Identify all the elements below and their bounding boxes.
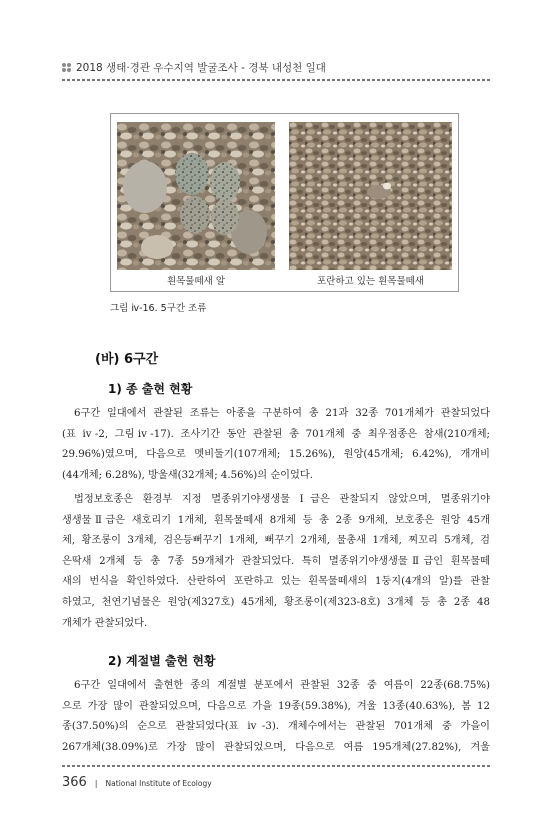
page-number: 366: [62, 775, 87, 790]
text-line: (표 ⅳ-2, 그림ⅳ-17). 조사기간 동안 관찰된 총 701개체 중 최우점종은 참새(210개체;: [62, 428, 490, 440]
left-photo-caption: 흰목물떼새 알: [166, 276, 226, 287]
text-line: 29.96%)였으며, 다음으로 멧비둘기(107개체; 15.26%), 원앙(45개체; 6.42%), 개개비: [62, 449, 490, 461]
paragraph-seasonal-occurrence: [62, 676, 490, 758]
text-line: 하였고, 천연기념물은 원앙(제327호) 45개체, 황조롱이(제323-8호) 3개체 등 총 2종 48: [62, 596, 490, 608]
incubating-plover-photo: [289, 122, 452, 270]
text-line: 6구간 일대에서 출현한 종의 계절별 분포에서 관찰된 32종 중 여름이 22종(68.75%): [74, 680, 490, 691]
text-line: 으로 가장 많이 관찰되었으며, 다음으로 가을 19종(59.38%), 겨울 13종(40.63%), 봄 12: [62, 700, 490, 712]
right-photo-caption: 포란하고 있는 흰목물떼새: [317, 276, 424, 287]
figure-caption: 그림 ⅳ-16. 5구간 조류: [110, 303, 207, 314]
footer-divider: [62, 765, 492, 767]
header-divider: [62, 79, 492, 81]
text-line: 생생물Ⅱ급은 새호리기 1개체, 흰목물떼새 8개체 등 총 2종 9개체, 보호종은 원앙 45개: [62, 514, 490, 526]
text-line: 새의 번식을 확인하였다. 산란하여 포란하고 있는 흰목물떼새의 1둥지(4개의 알)를 관찰: [62, 576, 490, 588]
running-header: [62, 60, 492, 75]
institute-name: National Institute of Ecology: [105, 779, 212, 788]
header-title: 2018 생태·경관 우수지역 발굴조사 - 경북 내성천 일대: [76, 62, 326, 74]
paragraph-species-occurrence: [62, 404, 490, 486]
text-line: 은딱새 2개체 등 총 7종 59개체가 관찰되었다. 특히 멸종위기야생생물Ⅱ급인 흰목물떼: [62, 555, 490, 567]
text-line: 체, 황조롱이 3개체, 검은등뻐꾸기 1개체, 뻐꾸기 2개체, 물총새 1개체, 찌꼬리 5개체, 검: [62, 535, 490, 547]
header-dots-icon: [62, 63, 71, 72]
section-title: (바) 6구간: [95, 352, 159, 367]
plover-eggs-photo: [117, 122, 275, 270]
text-line: (44개체; 6.28%), 방울새(32개체; 4.56%)의 순이었다.: [62, 469, 313, 481]
text-line: 6구간 일대에서 관찰된 조류는 아종을 구분하여 총 21과 32종 701개체가 관찰되었다: [74, 408, 490, 419]
text-line: 개체가 관찰되었다.: [62, 617, 148, 629]
text-line: 종(37.50%)의 순으로 관찰되었다(표 ⅳ-3). 개체수에서는 관찰된 701개체 중 가을이: [62, 721, 490, 733]
subsection-title-seasonal: 2) 계절별 출현 현황: [108, 654, 216, 668]
text-line: 267개체(38.09%)로 가장 많이 관찰되었으며, 다음으로 여름 195개체(27.82%), 겨울: [62, 741, 490, 753]
text-line: 법정보호종은 환경부 지정 멸종위기야생생물 Ⅰ급은 관찰되지 않았으며, 멸종위기야: [74, 494, 490, 505]
page-footer: 366 | National Institute of Ecology: [62, 775, 212, 790]
subsection-title-species: 1) 종 출현 현황: [108, 382, 193, 396]
figure-box: [110, 113, 459, 292]
paragraph-protected-species: [62, 490, 490, 634]
